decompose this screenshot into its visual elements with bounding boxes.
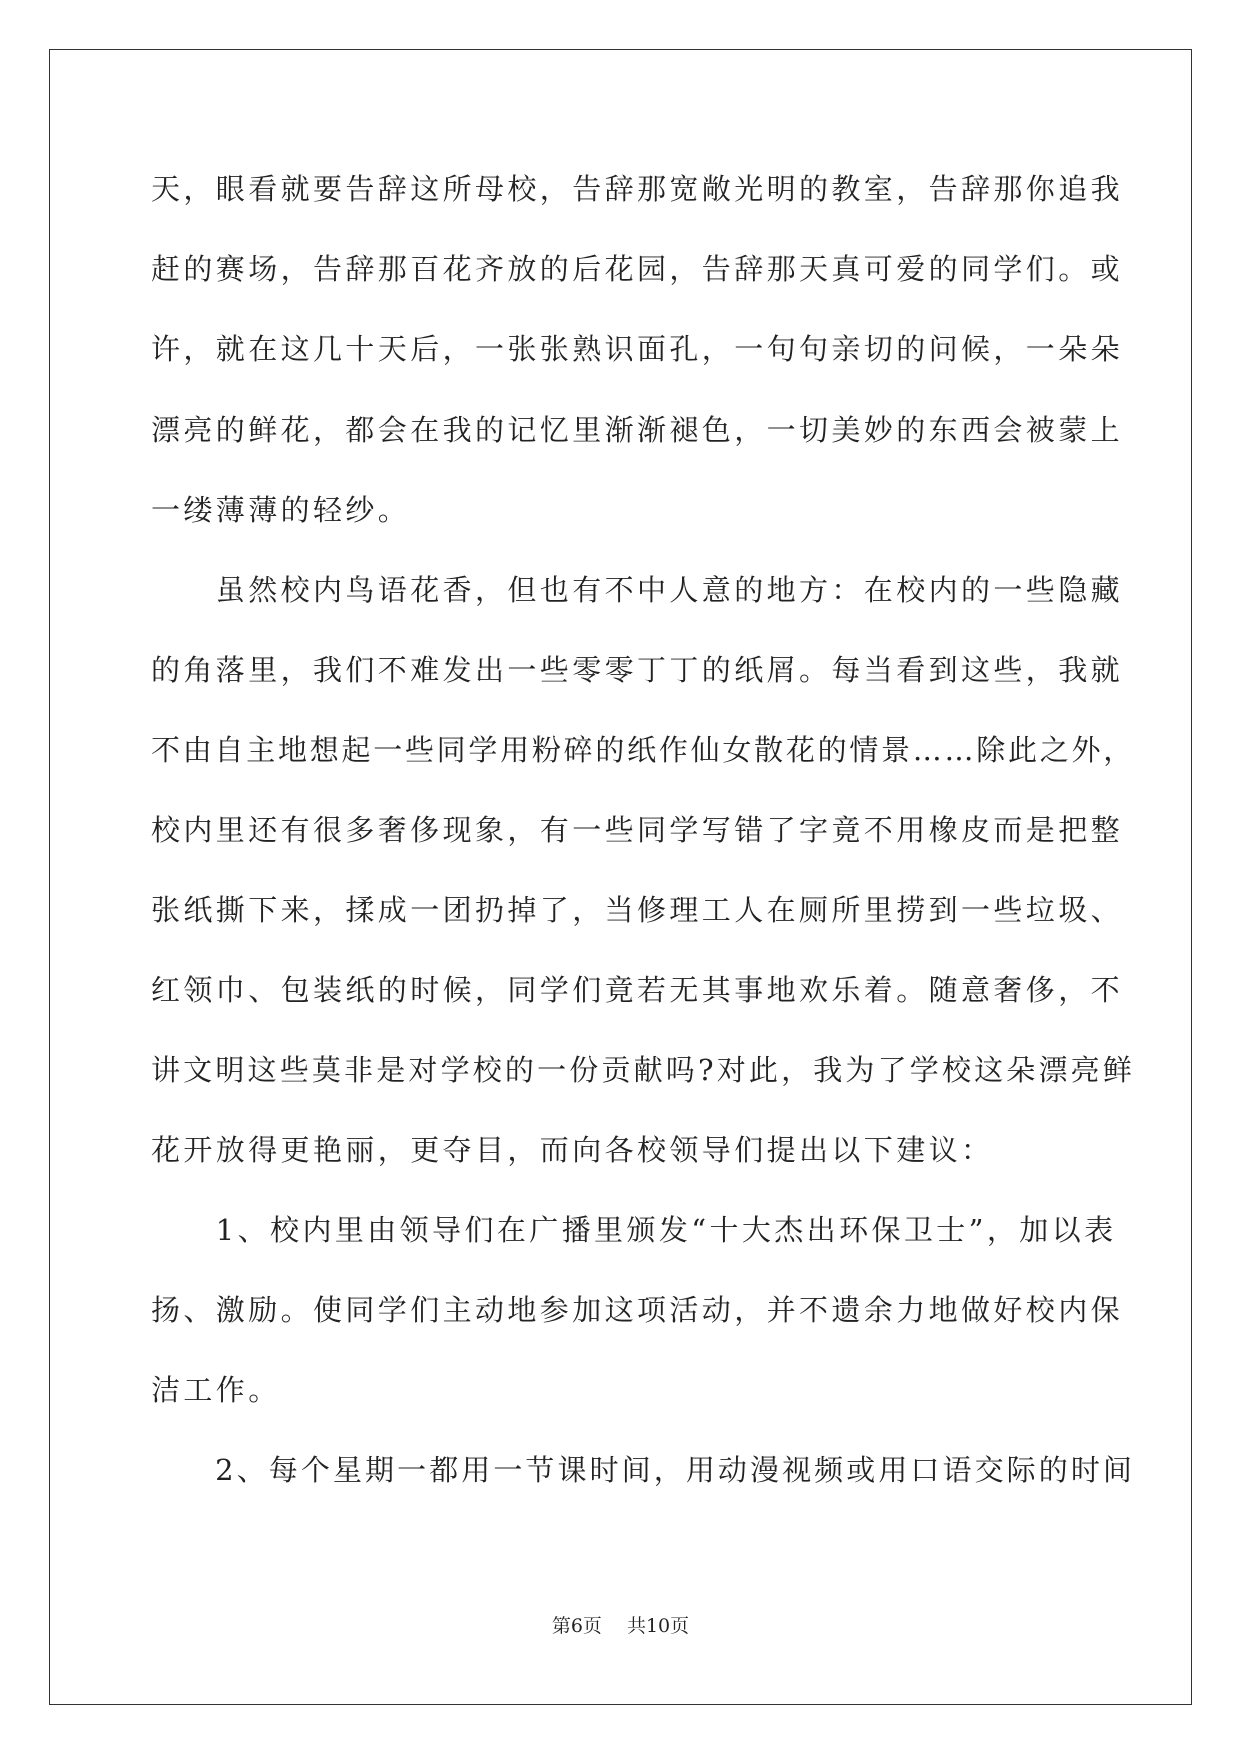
text-line: 张纸撕下来，揉成一团扔掉了，当修理工人在厕所里捞到一些垃圾、: [151, 893, 1124, 927]
text-line: 花开放得更艳丽，更夺目，而向各校领导们提出以下建议：: [151, 1133, 994, 1167]
text-line: 的角落里，我们不难发出一些零零丁丁的纸屑。每当看到这些，我就: [151, 653, 1124, 687]
text-line: 漂亮的鲜花，都会在我的记忆里渐渐褪色，一切美妙的东西会被蒙上: [151, 413, 1124, 447]
text-line: 天，眼看就要告辞这所母校，告辞那宽敞光明的教室，告辞那你追我: [151, 172, 1124, 206]
text-line: 不由自主地想起一些同学用粉碎的纸作仙女散花的情景……除此之外，: [151, 733, 1135, 767]
text-line: 讲文明这些莫非是对学校的一份贡献吗?对此，我为了学校这朵漂亮鲜: [151, 1053, 1135, 1087]
text-line: 赶的赛场，告辞那百花齐放的后花园，告辞那天真可爱的同学们。或: [151, 252, 1124, 286]
text-line: 扬、激励。使同学们主动地参加这项活动，并不遗余力地做好校内保: [151, 1293, 1124, 1327]
text-line: 红领巾、包装纸的时候，同学们竟若无其事地欢乐着。随意奢侈，不: [151, 973, 1124, 1007]
text-line: 1、校内里由领导们在广播里颁发“十大杰出环保卫士”，加以表: [151, 1213, 1117, 1247]
text-line: 许，就在这几十天后，一张张熟识面孔，一句句亲切的问候，一朵朵: [151, 332, 1124, 366]
text-line: 校内里还有很多奢侈现象，有一些同学写错了字竟不用橡皮而是把整: [151, 813, 1124, 847]
text-line: 2、每个星期一都用一节课时间，用动漫视频或用口语交际的时间: [151, 1453, 1135, 1487]
text-line: 一缕薄薄的轻纱。: [151, 493, 411, 527]
text-line: 洁工作。: [151, 1373, 281, 1407]
text-line: 虽然校内鸟语花香，但也有不中人意的地方：在校内的一些隐藏: [151, 573, 1124, 607]
page-number-footer: 第6页 共10页: [551, 1615, 690, 1637]
